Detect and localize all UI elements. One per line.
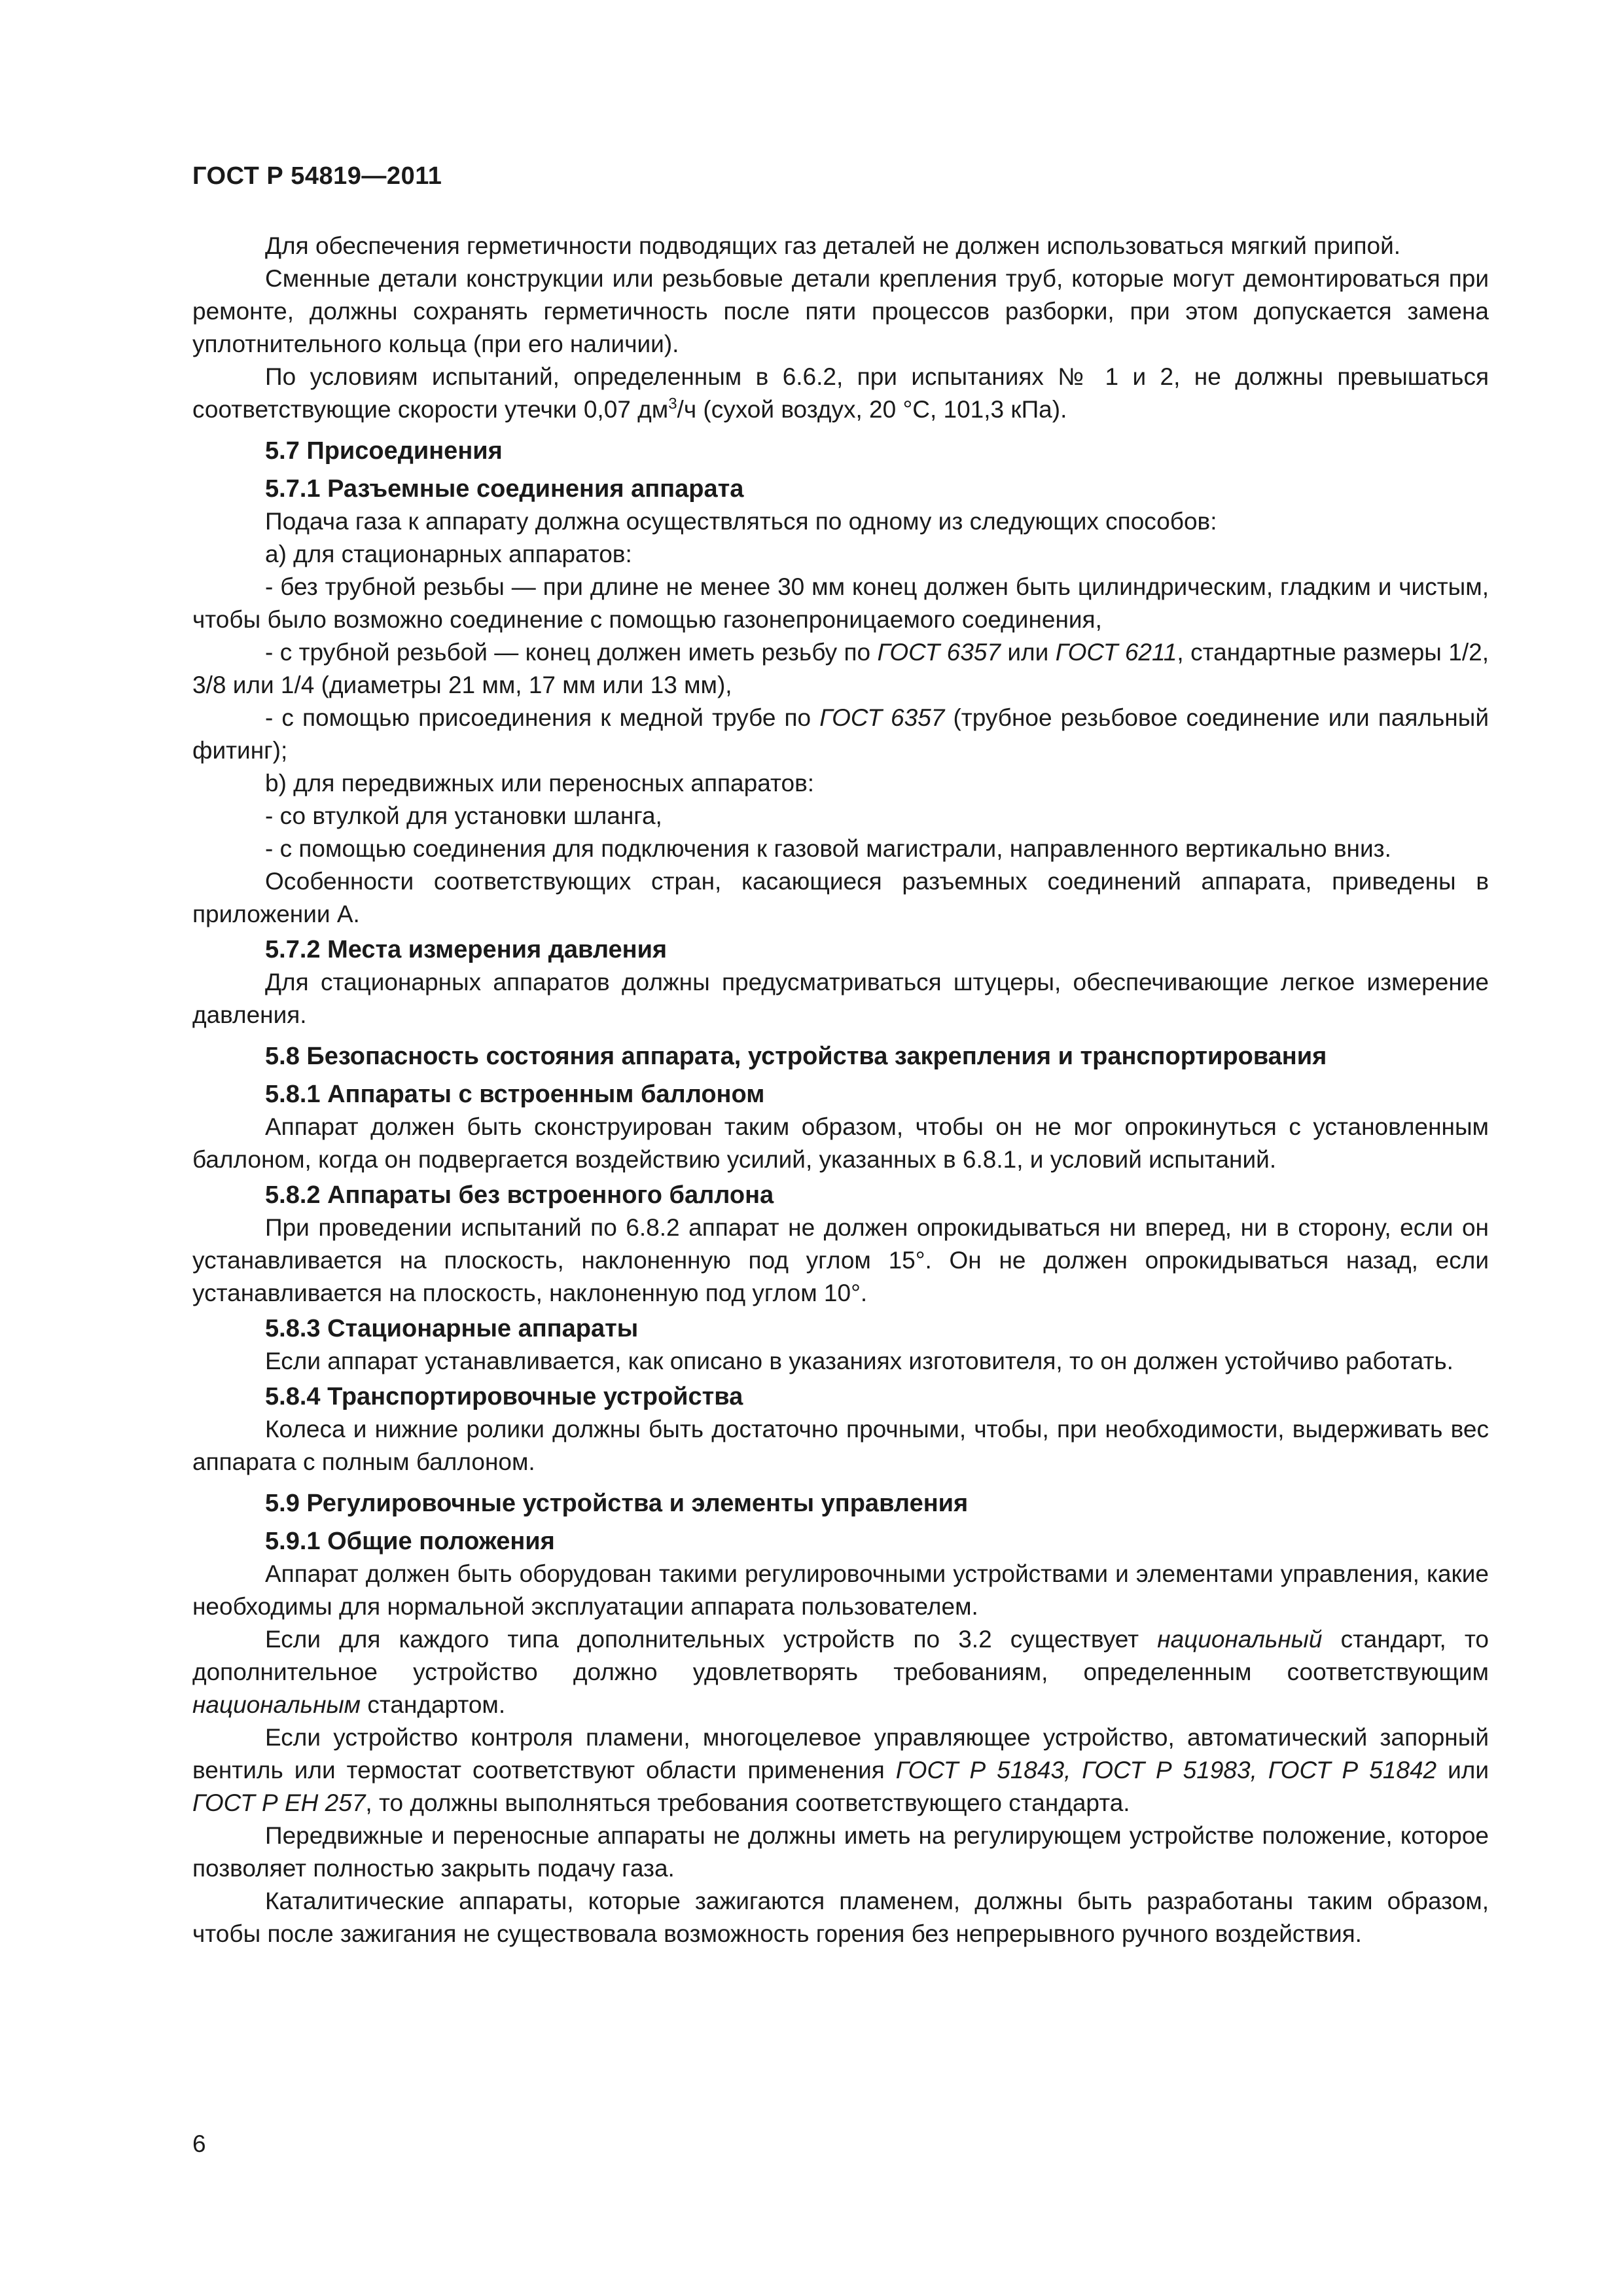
body-paragraph (192, 571, 1489, 636)
text-run: 5.8.3 Стационарные аппараты (265, 1315, 639, 1342)
subsection-heading (192, 473, 1489, 505)
text-run: По условиям испытаний, определенным в 6.6.2, при испытаниях № 1 и 2, не должны превышаться соответствующие скорости утечки 0,07 дм (192, 363, 1489, 423)
text-run: стандарт, то дополнительное устройство должно удовлетворять требованиям, определенным соответствующим (192, 1626, 1489, 1685)
body-paragraph (192, 361, 1489, 426)
text-run: Аппарат должен быть оборудован такими регулировочными устройствами и элементами управления, какие необходимы для нормальной эксплуатации аппарата пользователем. (192, 1560, 1489, 1620)
text-run: Подача газа к аппарату должна осуществляться по одному из следующих способов: (265, 508, 1217, 535)
text-run: Если аппарат устанавливается, как описано в указаниях изготовителя, то он должен устойчиво работать. (265, 1348, 1454, 1374)
text-run: - без трубной резьбы — при длине не менее 30 мм конец должен быть цилиндрическим, гладким и чистым, чтобы было возможно соединение с помощью газонепроницаемого соединения, (192, 573, 1489, 633)
text-run: Передвижные и переносные аппараты не должны иметь на регулирующем устройстве положение, которое позволяет полностью закрыть подачу газа. (192, 1822, 1489, 1882)
body-paragraph (192, 767, 1489, 800)
body-paragraph (192, 1413, 1489, 1479)
text-run: Каталитические аппараты, которые зажигаются пламенем, должны быть разработаны таким образом, чтобы после зажигания не существовала возможность горения без непрерывного ручного воздействия. (192, 1888, 1489, 1947)
text-run: Колеса и нижние ролики должны быть достаточно прочными, чтобы, при необходимости, выдерживать вес аппарата с полным баллоном. (192, 1416, 1489, 1475)
body-paragraph (192, 505, 1489, 538)
text-run: , стандартные размеры 1/2, 3/8 или 1/4 (диаметры 21 мм, 17 мм или 13 мм), (192, 639, 1489, 698)
body-paragraph (192, 1623, 1489, 1721)
body-paragraph (192, 1111, 1489, 1176)
italic-text: ГОСТ Р ЕН 257 (192, 1789, 366, 1816)
text-run: - с трубной резьбой — конец должен иметь резьбу по (265, 639, 878, 666)
text-run: /ч (сухой воздух, 20 °С, 101,3 кПа). (677, 396, 1067, 423)
text-run: (трубное резьбовое соединение или паяльный фитинг); (192, 704, 1489, 764)
body-paragraph (192, 230, 1489, 262)
text-run: стандартом. (361, 1691, 506, 1718)
body-paragraph (192, 833, 1489, 865)
italic-text: ГОСТ 6357 (877, 639, 1001, 666)
italic-text: ГОСТ 6357 (819, 704, 945, 731)
section-heading (192, 1040, 1489, 1073)
subsection-heading (192, 1312, 1489, 1345)
text-run: 5.9 Регулировочные устройства и элементы управления (265, 1490, 969, 1517)
body-paragraph (192, 1721, 1489, 1820)
superscript: 3 (668, 395, 677, 413)
italic-text: ГОСТ 6211 (1055, 639, 1177, 666)
body-paragraph (192, 966, 1489, 1031)
body-paragraph (192, 865, 1489, 931)
body-paragraph (192, 1211, 1489, 1310)
body-paragraph (192, 636, 1489, 702)
text-run: 5.8.4 Транспортировочные устройства (265, 1383, 743, 1410)
text-run: Если устройство контроля пламени, многоцелевое управляющее устройство, автоматический запорный вентиль или термостат соответствуют области применения (192, 1724, 1489, 1784)
body-paragraph (192, 262, 1489, 361)
italic-text: ГОСТ Р 51843, ГОСТ Р 51983, ГОСТ Р 51842 (895, 1757, 1437, 1784)
italic-text: национальный (1157, 1626, 1323, 1653)
subsection-heading (192, 1380, 1489, 1413)
text-run: 5.9.1 Общие положения (265, 1528, 555, 1555)
text-run: Аппарат должен быть сконструирован таким образом, чтобы он не мог опрокинуться с установленным баллоном, когда он подвергается воздействию усилий, указанных в 6.8.1, и условий испытаний. (192, 1113, 1489, 1173)
document-body (192, 230, 1489, 1950)
body-paragraph (192, 702, 1489, 767)
text-run: 5.8 Безопасность состояния аппарата, устройства закрепления и транспортирования (265, 1043, 1327, 1070)
text-run: При проведении испытаний по 6.8.2 аппарат не должен опрокидываться ни вперед, ни в сторону, если он устанавливается на плоскость, наклоненную под углом 15°. Он не должен опрокидываться назад, если устанавливается на плоскость, наклоненную под углом 10°. (192, 1214, 1489, 1306)
text-run: Для обеспечения герметичности подводящих газ деталей не должен использоваться мягкий припой. (265, 232, 1401, 259)
text-run: Сменные детали конструкции или резьбовые детали крепления труб, которые могут демонтироваться при ремонте, должны сохранять герметичность после пяти процессов разборки, при этом допускается замена уплотнительного кольца (при его наличии). (192, 265, 1489, 357)
text-run: 5.7 Присоединения (265, 437, 503, 465)
italic-text: национальным (192, 1691, 361, 1718)
text-run: - с помощью соединения для подключения к газовой магистрали, направленного вертикально вниз. (265, 835, 1391, 862)
section-heading (192, 435, 1489, 467)
text-run: а) для стационарных аппаратов: (265, 541, 632, 567)
text-run: Если для каждого типа дополнительных устройств по 3.2 существует (265, 1626, 1158, 1653)
section-heading (192, 1487, 1489, 1520)
body-paragraph (192, 800, 1489, 833)
text-run: 5.7.2 Места измерения давления (265, 936, 668, 963)
subsection-heading (192, 1078, 1489, 1111)
document-header: ГОСТ Р 54819—2011 (192, 162, 442, 190)
body-paragraph (192, 1558, 1489, 1623)
text-run: Особенности соответствующих стран, касающиеся разъемных соединений аппарата, приведены в приложении А. (192, 868, 1489, 927)
text-run: 5.8.1 Аппараты с встроенным баллоном (265, 1081, 765, 1108)
text-run: b) для передвижных или переносных аппаратов: (265, 770, 815, 797)
body-paragraph (192, 1820, 1489, 1885)
text-run: - со втулкой для установки шланга, (265, 802, 662, 829)
subsection-heading (192, 933, 1489, 966)
text-run: 5.7.1 Разъемные соединения аппарата (265, 475, 744, 503)
text-run: - с помощью присоединения к медной трубе по (265, 704, 820, 731)
text-run: 5.8.2 Аппараты без встроенного баллона (265, 1181, 774, 1209)
page-number: 6 (192, 2130, 206, 2157)
body-paragraph (192, 538, 1489, 571)
text-run: Для стационарных аппаратов должны предусматриваться штуцеры, обеспечивающие легкое измерение давления. (192, 969, 1489, 1028)
subsection-heading (192, 1179, 1489, 1211)
text-run: или (1436, 1757, 1489, 1784)
body-paragraph (192, 1885, 1489, 1950)
text-run: или (1000, 639, 1056, 666)
body-paragraph (192, 1345, 1489, 1378)
text-run: , то должны выполняться требования соответствующего стандарта. (365, 1789, 1130, 1816)
subsection-heading (192, 1525, 1489, 1558)
